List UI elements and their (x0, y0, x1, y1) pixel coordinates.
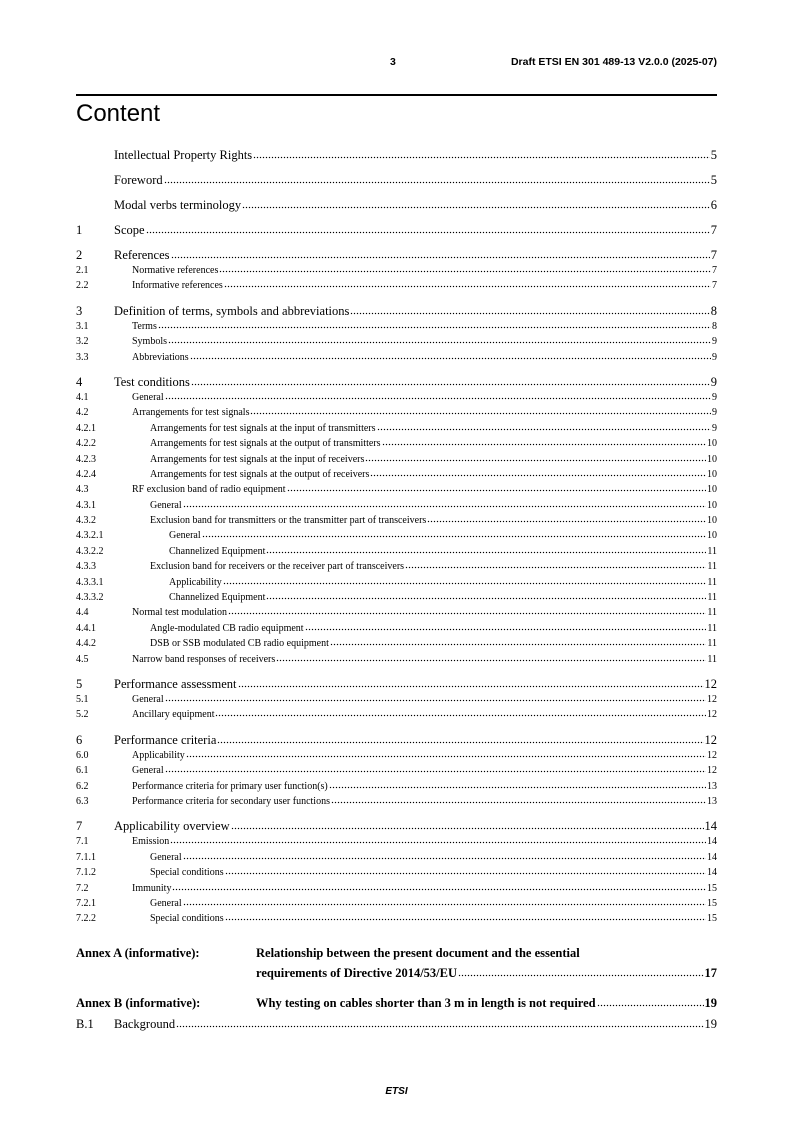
dot-leader (287, 489, 706, 492)
toc-entry-page: 7 (710, 223, 717, 237)
toc-entry[interactable] (76, 375, 717, 390)
toc-entry-page: 9 (710, 374, 717, 389)
dot-leader (171, 256, 710, 259)
toc-entry-title: General (150, 499, 182, 511)
toc-entry-page: 5 (710, 173, 717, 187)
annex-page: 19 (704, 995, 717, 1010)
dot-leader (266, 597, 706, 600)
toc-entry[interactable]: 4.2 Arrangements for test signals 9 (76, 405, 717, 420)
toc-entry-title: RF exclusion band of radio equipment (132, 484, 286, 496)
dot-leader (228, 612, 706, 615)
toc-entry-title: Exclusion band for receivers or the receiver part of transceivers (150, 561, 405, 573)
toc-entry-page: 5 (710, 148, 717, 162)
toc-entry[interactable] (76, 173, 717, 188)
dot-leader (250, 412, 711, 415)
dot-leader (330, 643, 706, 646)
toc-entry[interactable] (76, 819, 717, 834)
toc-entry[interactable]: 4.3.3.1 Applicability 11 (76, 575, 717, 590)
toc-entry-title: Arrangements for test signals (132, 407, 250, 419)
dot-leader (377, 428, 711, 431)
toc-entry[interactable]: 3.3 Abbreviations 9 (76, 350, 717, 365)
toc-entry-title: Emission (132, 836, 170, 848)
dot-leader (168, 341, 711, 344)
toc-entry-number: 6 (76, 732, 83, 747)
toc-entry[interactable]: 4.3.2.2 Channelized Equipment 11 (76, 544, 717, 559)
footer-etsi: ETSI (385, 1086, 408, 1097)
dot-leader (158, 326, 711, 329)
toc-entry-title: Modal verbs terminology (114, 198, 242, 212)
toc-entry-title: Applicability overview (114, 819, 230, 834)
toc-entry[interactable]: 6.3 Performance criteria for secondary user functions 13 (76, 794, 717, 809)
toc-entry[interactable]: 4.2.3 Arrangements for test signals at the input of receivers 10 (76, 452, 717, 467)
toc-entry[interactable]: 4.3.2 Exclusion band for transmitters or the transmitter part of transceivers 10 (76, 513, 717, 528)
toc-entry[interactable]: 7.2 Immunity 15 (76, 881, 717, 896)
toc-entry[interactable]: 7.1.2 Special conditions 14 (76, 865, 717, 880)
toc-entry-title: Normative references (132, 265, 219, 276)
dot-leader (183, 857, 706, 860)
toc-entry[interactable] (76, 304, 717, 319)
toc-entry[interactable]: 4.3 RF exclusion band of radio equipment 10 (76, 482, 717, 497)
toc-entry[interactable]: 6.1 General 12 (76, 763, 717, 778)
dot-leader (276, 659, 706, 662)
toc-entry-title: Scope (114, 223, 145, 237)
toc-entry-page: 10 (707, 453, 717, 465)
annex-title-line2 (256, 993, 717, 1013)
toc-entry[interactable]: 2.2 Informative references 7 (76, 278, 717, 293)
document-id: Draft ETSI EN 301 489-13 V2.0.0 (2025-07) (510, 56, 717, 68)
toc-entry-number: 4 (76, 374, 83, 389)
toc-entry-page: 10 (707, 438, 717, 450)
toc-entry-page: 15 (707, 913, 717, 925)
toc-entry-title: Angle-modulated CB radio equipment (150, 622, 304, 634)
dot-leader (215, 714, 706, 717)
dot-leader (146, 231, 710, 234)
dot-leader (202, 535, 706, 538)
toc-entry-page: 11 (707, 545, 717, 557)
toc-entry-title: Arrangements for test signals at the output of receivers (150, 468, 370, 480)
toc-entry[interactable]: 4.3.3 Exclusion band for receivers or the receiver part of transceivers 11 (76, 559, 717, 574)
toc-entry[interactable]: 7.1.1 General 14 (76, 850, 717, 865)
dot-leader (427, 520, 706, 523)
dot-leader (224, 285, 711, 288)
toc-entry-page: 7 (712, 280, 717, 292)
toc-entry-title: Intellectual Property Rights (114, 148, 253, 162)
dot-leader (186, 755, 706, 758)
toc-entry-page: 15 (707, 897, 717, 909)
toc-entry[interactable] (76, 248, 717, 263)
toc-entry-title: Arrangements for test signals at the output of transmitters (150, 438, 381, 450)
toc-entry-title: Arrangements for test signals at the input of receivers (150, 453, 365, 465)
dot-leader (350, 312, 709, 315)
toc-entry[interactable]: 4.4 Normal test modulation 11 (76, 605, 717, 620)
dot-leader (219, 270, 711, 273)
toc-entry-title: Terms (132, 320, 157, 332)
annex-title-line2 (256, 963, 717, 983)
dot-leader (225, 918, 706, 921)
annex-title-text: requirements of Directive 2014/53/EU (256, 965, 458, 980)
toc-entry-number: 7 (76, 819, 83, 834)
annex-label: Annex B (informative): (76, 995, 201, 1010)
toc-entry-page: 12 (707, 709, 717, 721)
dot-leader (225, 872, 706, 875)
toc-entry-number: 3 (76, 303, 83, 318)
toc-entry-page: 7 (712, 265, 717, 276)
toc-entry-title: Channelized Equipment (169, 592, 266, 604)
toc-entry-page: 9 (712, 407, 717, 419)
toc-entry[interactable]: 4.4.2 DSB or SSB modulated CB radio equipment 11 (76, 636, 717, 651)
toc-entry-title: Symbols (132, 336, 168, 348)
toc-entry-title: General (150, 851, 182, 863)
toc-entry-title: Immunity (132, 882, 172, 894)
toc-entry-page: 14 (707, 867, 717, 879)
toc-entry-title: General (132, 391, 164, 403)
page-number: 3 (390, 56, 396, 68)
dot-leader (172, 888, 706, 891)
dot-leader (305, 628, 707, 631)
toc-annex-entry[interactable] (76, 993, 717, 1013)
toc-entry-page: 9 (712, 422, 717, 434)
annex-title-line1: Relationship between the present document and the essential (256, 945, 580, 960)
toc-entry-title: Performance criteria (114, 732, 217, 747)
toc-entry-page: 12 (707, 749, 717, 761)
dot-leader (191, 383, 710, 386)
toc-entry-page: 12 (704, 732, 717, 747)
toc-entry[interactable]: 3.1 Terms 8 (76, 319, 717, 334)
toc-entry[interactable]: 4.5 Narrow band responses of receivers 11 (76, 652, 717, 667)
toc-entry[interactable]: 7.2.1 General 15 (76, 896, 717, 911)
toc-entry-number: 2 (76, 248, 83, 262)
toc-entry-page: 12 (707, 765, 717, 777)
dot-leader (165, 699, 706, 702)
toc-entry-title: Background (114, 1016, 176, 1031)
toc-entry-title: Ancillary equipment (132, 709, 215, 721)
toc-entry-page: 10 (707, 484, 717, 496)
toc-entry[interactable]: 6.0 Applicability 12 (76, 748, 717, 763)
toc-entry[interactable]: 4.3.1 General 10 (76, 498, 717, 513)
toc-entry-page: 14 (707, 851, 717, 863)
toc-entry-page: 14 (707, 836, 717, 848)
dot-leader (458, 974, 703, 977)
toc-entry-page: 12 (704, 676, 717, 691)
dot-leader (223, 582, 707, 585)
dot-leader (370, 474, 706, 477)
toc-entry[interactable]: 3.2 Symbols 9 (76, 334, 717, 349)
dot-leader (382, 443, 706, 446)
toc-entry[interactable]: 5.1 General 12 (76, 692, 717, 707)
toc-entry[interactable]: 4.3.3.2 Channelized Equipment 11 (76, 590, 717, 605)
dot-leader (266, 551, 706, 554)
toc-entry-title: General (132, 765, 164, 777)
toc-entry[interactable] (76, 148, 717, 163)
toc-entry[interactable] (76, 1017, 717, 1032)
toc-entry[interactable]: 4.1 General 9 (76, 390, 717, 405)
toc-entry-number: 1 (76, 223, 83, 237)
toc-entry-title: Channelized Equipment (169, 545, 266, 557)
dot-leader (164, 181, 710, 184)
toc-entry-title: Applicability (169, 576, 222, 588)
annex-title-block (256, 993, 717, 1013)
toc-entry-title: Arrangements for test signals at the input of transmitters (150, 422, 376, 434)
toc-annex-entry[interactable] (76, 943, 717, 983)
dot-leader (170, 841, 706, 844)
toc-entry-title: Special conditions (150, 867, 224, 879)
toc-entry-page: 19 (704, 1016, 717, 1031)
toc-entry[interactable]: 4.2.2 Arrangements for test signals at the output of transmitters 10 (76, 436, 717, 451)
toc-entry-title: Definition of terms, symbols and abbreviations (114, 303, 350, 318)
dot-leader (365, 459, 706, 462)
toc-entry-number: 5 (76, 676, 83, 691)
dot-leader (165, 397, 711, 400)
toc-entry-page: 11 (707, 653, 717, 665)
dot-leader (238, 685, 704, 688)
dot-leader (231, 827, 704, 830)
toc-entry-number: B.1 (76, 1016, 94, 1031)
toc-entry[interactable] (76, 733, 717, 748)
toc-entry-page: 11 (707, 638, 717, 650)
toc-entry-title: Performance criteria for secondary user functions (132, 795, 330, 807)
dot-leader (217, 741, 703, 744)
toc-entry-page: 10 (707, 530, 717, 542)
toc-entry-page: 9 (712, 336, 717, 348)
dot-leader (331, 801, 706, 804)
dot-leader (597, 1004, 704, 1007)
page-title: Content (76, 100, 161, 127)
dot-leader (190, 357, 711, 360)
toc-entry-title: Special conditions (150, 913, 224, 925)
dot-leader (183, 903, 706, 906)
toc-entry-page: 6 (710, 198, 717, 212)
toc-entry-page: 11 (707, 576, 717, 588)
toc-entry-page: 7 (710, 248, 717, 262)
toc-entry-title: Performance criteria for primary user function(s) (132, 780, 328, 792)
toc-entry[interactable]: 4.3.2.1 General 10 (76, 528, 717, 543)
toc-entry[interactable] (76, 223, 717, 238)
toc-entry-page: 8 (712, 320, 717, 332)
toc-entry-page: 11 (707, 622, 717, 634)
dot-leader (165, 770, 706, 773)
toc-entry-page: 11 (707, 607, 717, 619)
toc-entry-title: Test conditions (114, 374, 190, 389)
toc-entry-page: 11 (707, 561, 717, 573)
toc-entry-title: Narrow band responses of receivers (132, 653, 276, 665)
toc-entry-page: 11 (707, 592, 717, 604)
toc-entry-page: 15 (707, 882, 717, 894)
toc-entry-page: 8 (710, 303, 717, 318)
toc-entry[interactable]: 7.1 Emission 14 (76, 834, 717, 849)
toc-entry-title: DSB or SSB modulated CB radio equipment (150, 638, 329, 650)
toc-entry[interactable] (76, 677, 717, 692)
toc-entry-page: 10 (707, 499, 717, 511)
toc-entry-title: Informative references (132, 280, 223, 292)
toc-entry-page: 13 (707, 780, 717, 792)
header-rule (76, 94, 717, 96)
toc-entry-page: 13 (707, 795, 717, 807)
annex-title-block (256, 943, 717, 983)
toc-entry-page: 12 (707, 693, 717, 705)
toc-entry[interactable]: 4.2.1 Arrangements for test signals at the input of transmitters 9 (76, 421, 717, 436)
toc-entry-title: Normal test modulation (132, 607, 227, 619)
annex-title-text: Why testing on cables shorter than 3 m in length is not required (256, 995, 596, 1010)
dot-leader (329, 786, 706, 789)
toc-entry[interactable]: 5.2 Ancillary equipment 12 (76, 707, 717, 722)
toc-entry[interactable]: 7.2.2 Special conditions 15 (76, 911, 717, 926)
dot-leader (183, 505, 706, 508)
dot-leader (176, 1025, 703, 1028)
toc-entry-title: General (150, 897, 182, 909)
toc-entry-page: 10 (707, 515, 717, 527)
toc-entry-title: References (114, 248, 170, 262)
toc-entry-title: Abbreviations (132, 351, 189, 363)
dot-leader (253, 156, 710, 159)
annex-page: 17 (704, 965, 717, 980)
toc-entry-page: 10 (707, 468, 717, 480)
dot-leader (242, 206, 710, 209)
toc-entry-title: Applicability (132, 749, 185, 761)
toc-entry-title: Exclusion band for transmitters or the transmitter part of transceivers (150, 515, 427, 527)
table-of-contents (76, 148, 717, 1032)
toc-entry-title: Foreword (114, 173, 163, 187)
toc-entry-page: 14 (704, 819, 717, 834)
dot-leader (405, 566, 706, 569)
annex-label: Annex A (informative): (76, 945, 200, 960)
toc-entry-title: General (132, 693, 164, 705)
toc-entry-title: General (169, 530, 201, 542)
toc-entry[interactable]: 6.2 Performance criteria for primary user function(s) 13 (76, 779, 717, 794)
toc-entry-page: 9 (712, 351, 717, 363)
toc-entry[interactable] (76, 198, 717, 213)
toc-entry[interactable]: 4.4.1 Angle-modulated CB radio equipment 11 (76, 621, 717, 636)
toc-entry[interactable]: 4.2.4 Arrangements for test signals at the output of receivers 10 (76, 467, 717, 482)
toc-entry[interactable]: 2.1 Normative references 7 (76, 263, 717, 278)
toc-entry-page: 9 (712, 391, 717, 403)
toc-entry-title: Performance assessment (114, 676, 237, 691)
